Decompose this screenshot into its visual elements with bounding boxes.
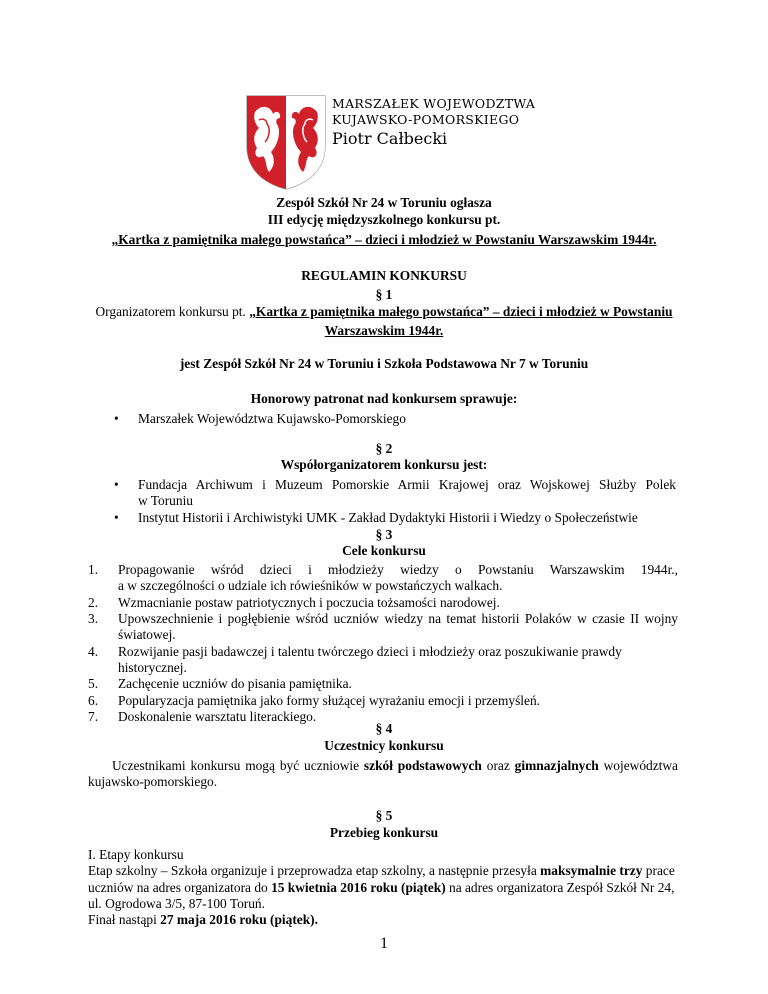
coat-of-arms-icon bbox=[245, 94, 327, 190]
contest-title-part-b: Warszawskim 1944r. bbox=[324, 323, 444, 338]
regulations-heading: REGULAMIN KONKURSU bbox=[301, 268, 467, 283]
co-organizer-list bbox=[114, 477, 676, 526]
stages-heading: I. Etapy konkursu bbox=[88, 847, 184, 862]
marshal-name: Piotr Całbecki bbox=[332, 129, 448, 148]
participants-line-2: kujawsko-pomorskiego. bbox=[88, 774, 218, 790]
course-line-3: ul. Ogrodowa 3/5, 87-100 Toruń. bbox=[88, 896, 265, 912]
course-line-1: Etap szkolny – Szkoła organizuje i przeprowadza etap szkolny, a następnie przesyła maksymalnie trzy prace bbox=[88, 863, 675, 879]
participants-line-1: Uczestnikami konkursu mogą być uczniowie szkół podstawowych oraz gimnazjalnych województwa bbox=[112, 758, 678, 773]
list-item: 4. Rozwijanie pasji badawczej i talentu twórczego dzieci i młodzieży oraz poszukiwanie prawdy historycznej. bbox=[88, 643, 622, 676]
bullet-icon: • bbox=[114, 477, 119, 492]
course-paragraph bbox=[88, 847, 688, 929]
section-2-mark: § 2 bbox=[375, 441, 393, 456]
marshal-line-1: MARSZAŁEK WOJEWODZTWA bbox=[332, 96, 536, 111]
letterhead bbox=[245, 94, 645, 190]
intro-line-2: III edycję międzyszkolnego konkursu pt. bbox=[267, 212, 501, 227]
list-item: 5. Zachęcenie uczniów do pisania pamiętnika. bbox=[88, 676, 352, 692]
bullet-icon: • bbox=[114, 509, 119, 525]
list-item: 6. Popularyzacja pamiętnika jako formy służącej wyrażaniu emocji i przemyśleń. bbox=[88, 692, 541, 708]
participants-paragraph bbox=[88, 758, 678, 791]
list-item: 3. Upowszechnienie i pogłębienie wśród uczniów wiedzy na temat historii Polaków w czasie II wojny światowej. bbox=[88, 611, 678, 643]
course-line-2: uczniów na adres organizatora do 15 kwietnia 2016 roku (piątek) na adres organizatora Zespół Szkół Nr 24, bbox=[88, 879, 675, 895]
section-1-organizer-line bbox=[0, 304, 768, 320]
bullet-icon: • bbox=[114, 411, 119, 426]
section-2-heading: Współorganizatorem konkursu jest: bbox=[280, 457, 488, 472]
patron-list bbox=[114, 411, 674, 427]
intro-line-1: Zespół Szkół Nr 24 w Toruniu ogłasza bbox=[276, 195, 492, 210]
list-item: • Marszałek Województwa Kujawsko-Pomorskiego bbox=[114, 411, 406, 426]
marshal-line-2: KUJAWSKO-POMORSKIEGO bbox=[332, 112, 520, 127]
list-item: 1. Propagowanie wśród dzieci i młodzieży wiedzy o Powstaniu Warszawskim 1944r., a w szczególności o udziale ich rówieśników w powstańczych walkach. bbox=[88, 562, 678, 594]
list-item: 2. Wzmacnianie postaw patriotycznych i poczucia tożsamości narodowej. bbox=[88, 594, 500, 610]
marshal-title bbox=[332, 96, 535, 150]
section-4-mark: § 4 bbox=[375, 721, 393, 736]
section-5-mark: § 5 bbox=[375, 808, 393, 823]
section-3-heading: Cele konkursu bbox=[342, 543, 426, 558]
organizer-prefix: Organizatorem konkursu pt. bbox=[95, 304, 250, 319]
section-5-heading: Przebieg konkursu bbox=[329, 825, 439, 840]
course-line-4: Finał nastąpi 27 maja 2016 roku (piątek). bbox=[88, 912, 318, 928]
section-3-mark: § 3 bbox=[375, 527, 393, 542]
goals-list bbox=[88, 562, 678, 725]
organizer-text: jest Zespół Szkół Nr 24 w Toruniu i Szkoła Podstawowa Nr 7 w Toruniu bbox=[179, 356, 589, 371]
list-item: • Fundacja Archiwum i Muzeum Pomorskie Armii Krajowej oraz Wojskowej Służby Polek w Toruniu bbox=[114, 477, 676, 509]
page-number: 1 bbox=[380, 935, 388, 952]
contest-title-part-a: „Kartka z pamiętnika małego powstańca” – dzieci i młodzież w Powstaniu bbox=[249, 304, 673, 319]
contest-title: „Kartka z pamiętnika małego powstańca” – dzieci i młodzież w Powstaniu Warszawskim 1944r. bbox=[111, 232, 657, 247]
section-4-heading: Uczestnicy konkursu bbox=[324, 738, 444, 753]
list-item: • Instytut Historii i Archiwistyki UMK - Zakład Dydaktyki Historii i Wiedzy o Społeczeństwie bbox=[114, 509, 638, 525]
list-item: 7. Doskonalenie warsztatu literackiego. bbox=[88, 709, 317, 725]
patronage-heading: Honorowy patronat nad konkursem sprawuje: bbox=[250, 391, 518, 406]
section-1-mark: § 1 bbox=[375, 287, 393, 302]
